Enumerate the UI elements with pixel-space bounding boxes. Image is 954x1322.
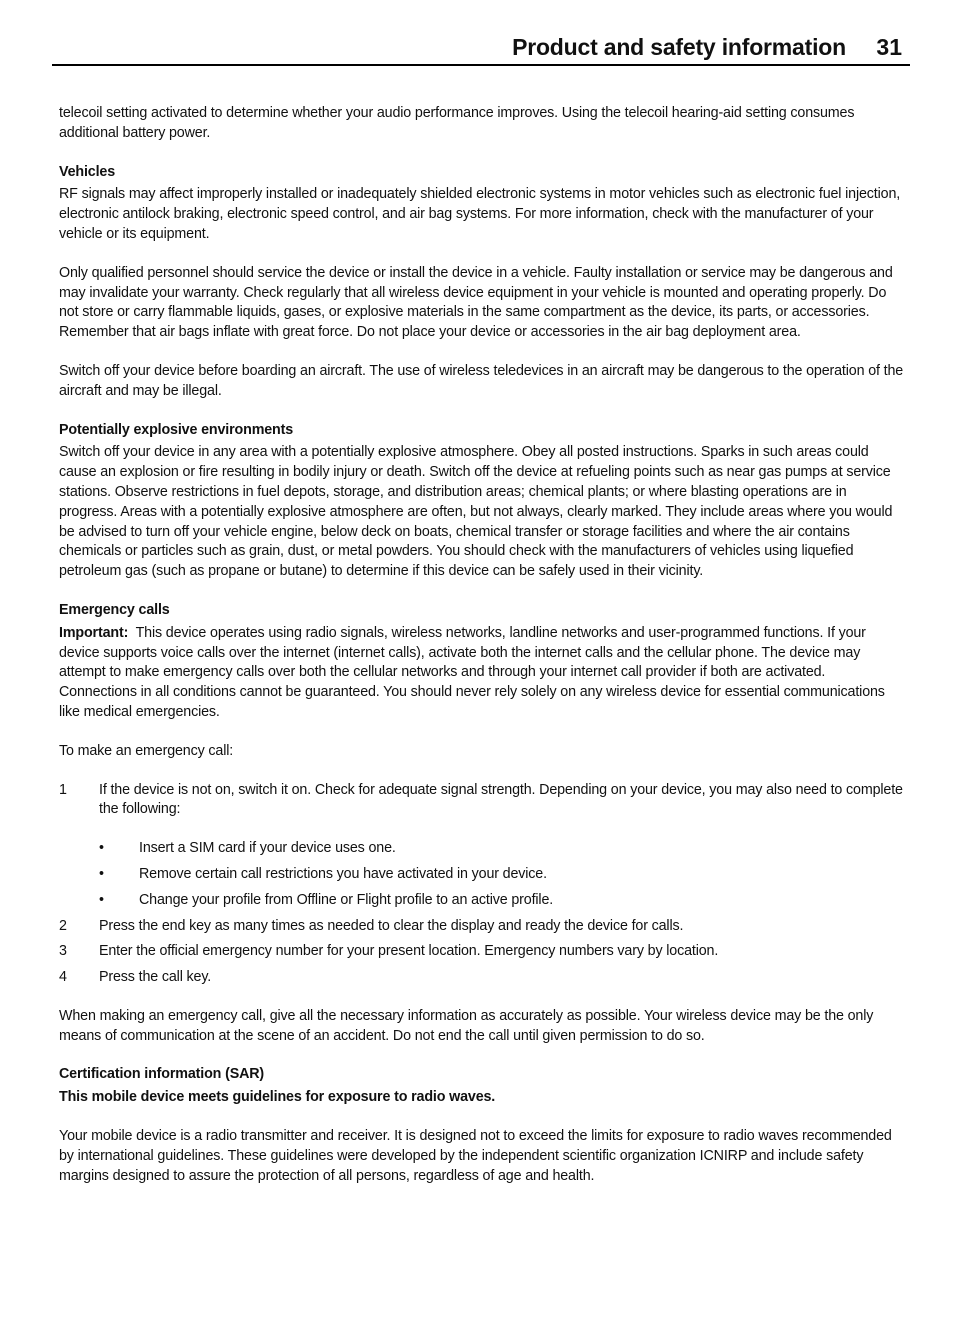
vehicles-paragraph-3: Switch off your device before boarding an aircraft. The use of wireless teledevices in an aircraft may be dangerous to the operation of the aircraft and may be illegal.: [59, 362, 904, 399]
step-item: [59, 781, 905, 821]
sar-heading: Certification information (SAR): [59, 1066, 265, 1083]
sar-paragraph: Your mobile device is a radio transmitter and receiver. It is designed not to exceed the limits for exposure to radio waves recommended by international guidelines. These guidelines were developed by the independent scientific organization ICNIRP and include safety margins designed to assure the protection of all persons, regardless of age and health.: [59, 1128, 892, 1184]
step-text: Press the call key.: [99, 969, 212, 986]
step-text: Press the end key as many times as needed to clear the display and ready the device for calls.: [99, 917, 684, 934]
step-item: [59, 968, 905, 988]
bullet-item: [59, 891, 905, 911]
intro-paragraph: telecoil setting activated to determine whether your audio performance improves. Using the telecoil hearing-aid setting consumes additional battery power.: [59, 105, 855, 141]
step-item: [59, 917, 905, 937]
sar-subheading: This mobile device meets guidelines for exposure to radio waves.: [59, 1089, 496, 1106]
step-text: Enter the official emergency number for your present location. Emergency numbers vary by location.: [99, 943, 719, 960]
important-text: This device operates using radio signals, wireless networks, landline networks and user-programmed functions. If your device supports voice calls over the internet (internet calls), activate both the internet calls and the cellular phone. The device may attempt to make emergency calls over both the cellular networks and through your internet call provider if both are activated. Connections in all conditions cannot be guaranteed. You should never rely solely on any wireless device for essential communications like medical emergencies.: [59, 624, 885, 720]
page-header: [52, 28, 910, 66]
explosive-heading: Potentially explosive environments: [59, 421, 294, 438]
bullet-item: [59, 865, 905, 885]
step-number: 3: [59, 943, 67, 960]
emergency-heading: Emergency calls: [59, 601, 170, 618]
bullet-mark: •: [99, 865, 104, 882]
bullet-mark: •: [99, 891, 104, 908]
step-item: [59, 942, 905, 962]
step-number: 4: [59, 969, 67, 986]
bullet-mark: •: [99, 840, 104, 857]
vehicles-heading: Vehicles: [59, 163, 116, 180]
bullet-text: Insert a SIM card if your device uses one.: [139, 840, 396, 857]
emergency-closing: When making an emergency call, give all the necessary information as accurately as possible. Your wireless device may be the only means of communication at the scene of an accident. Do not end the call until given permission to do so.: [59, 1007, 874, 1044]
bullet-text: Change your profile from Offline or Flight profile to an active profile.: [139, 891, 554, 908]
vehicles-paragraph-2: Only qualified personnel should service the device or install the device in a vehicle. Faulty installation or service may be dangerous and may invalidate your warranty. Check regularly that all wireless device equipment in your vehicle is mounted and operating properly. Do not store or carry flammable liquids, gases, or explosive materials in the same compartment as the device, its parts, or accessories. Remember that air bags inflate with great force. Do not place your device or accessories in the air bag deployment area.: [59, 264, 893, 341]
emergency-intro: To make an emergency call:: [59, 742, 234, 759]
bullet-item: [59, 839, 905, 859]
important-label: Important:: [59, 624, 129, 641]
step-number: 2: [59, 917, 67, 934]
step-text: If the device is not on, switch it on. Check for adequate signal strength. Depending on your device, you may also need to complete the following:: [99, 781, 903, 818]
page-title: Product and safety information: [512, 34, 846, 60]
page-content: [59, 104, 905, 1186]
important-note: [59, 624, 905, 723]
page-number: 31: [876, 34, 902, 60]
step-number: 1: [59, 781, 67, 798]
vehicles-paragraph-1: RF signals may affect improperly installed or inadequately shielded electronic systems in motor vehicles such as electronic fuel injection, electronic antilock braking, electronic speed control, and air bag systems. For more information, check with the manufacturer of your vehicle or its equipment.: [59, 186, 901, 242]
explosive-paragraph: Switch off your device in any area with a potentially explosive atmosphere. Obey all posted instructions. Sparks in such areas could cause an explosion or fire resulting in bodily injury or death. Switch off the device at refueling points such as near gas pumps at service stations. Observe restrictions in fuel depots, storage, and distribution areas; chemical plants; or where blasting operations are in progress. Areas with a potentially explosive atmosphere are often, but not always, clearly marked. They include areas where you would be advised to turn off your vehicle engine, below deck on boats, chemical transfer or storage facilities and where the air contains chemicals or particles such as grain, dust, or metal powders. You should check with the manufacturers of vehicles using liquefied petroleum gas (such as propane or butane) to determine if this device can be safely used in their vicinity.: [59, 444, 893, 580]
bullet-text: Remove certain call restrictions you have activated in your device.: [139, 865, 547, 882]
